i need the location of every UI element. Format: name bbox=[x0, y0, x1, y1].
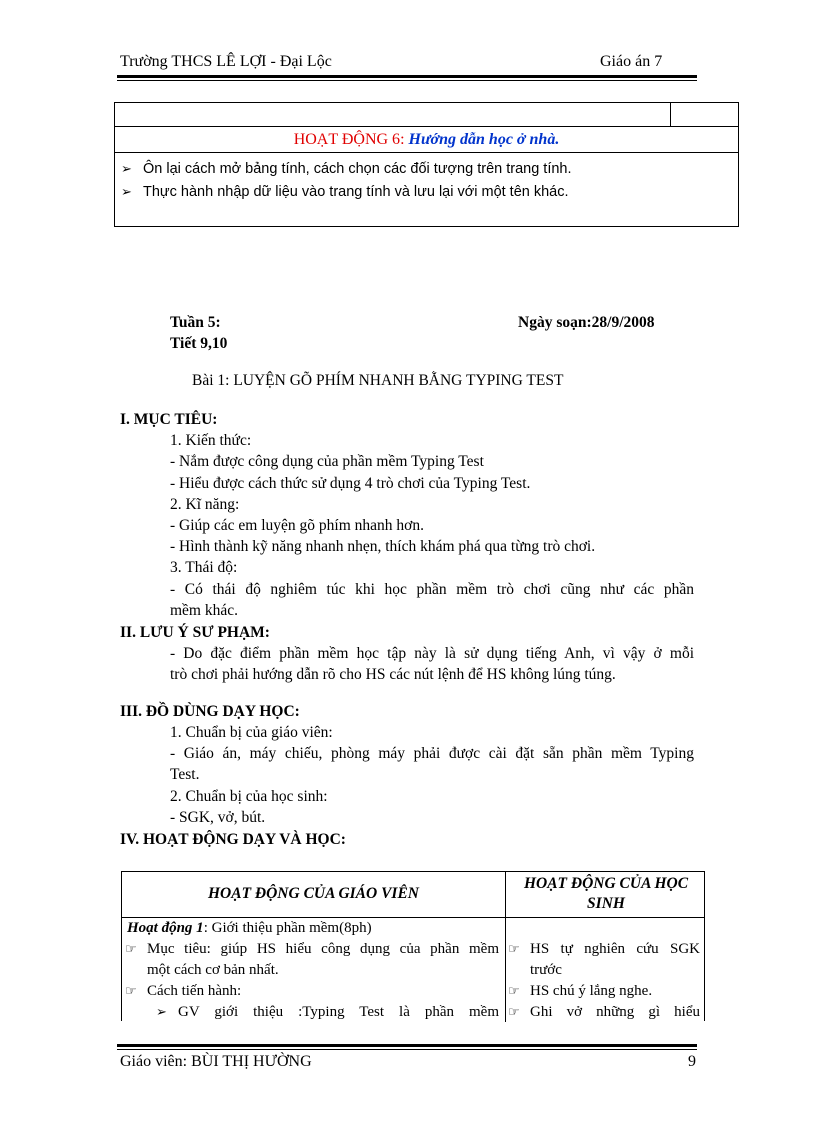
week: Tuần 5: bbox=[170, 314, 221, 331]
text-line: mềm khác. bbox=[170, 602, 239, 619]
text-line: 1. Chuẩn bị của giáo viên: bbox=[170, 724, 333, 741]
text-line: - Do đặc điểm phần mềm học tập này là sử dụng tiếng Anh, vì vậy ở mỗi bbox=[170, 645, 694, 662]
list-item bbox=[508, 983, 652, 1000]
text-line: - Nắm được công dụng của phần mềm Typing Test bbox=[170, 453, 484, 470]
text-line: - Giáo án, máy chiếu, phòng máy phải được cài đặt sẵn phần mềm Typing bbox=[170, 745, 694, 762]
text-line: - Giúp các em luyện gõ phím nhanh hơn. bbox=[170, 517, 424, 534]
footer-rule-thick bbox=[117, 1044, 697, 1047]
section-1-title: I. MỤC TIÊU: bbox=[120, 411, 218, 428]
list-item bbox=[508, 1004, 700, 1021]
footer-rule-thin bbox=[117, 1049, 697, 1050]
list-item bbox=[156, 1004, 499, 1021]
hand-pointer-icon: ☞ bbox=[508, 984, 520, 999]
cell-text: Cách tiến hành: bbox=[147, 983, 242, 999]
activity-1-text: : Giới thiệu phần mềm(8ph) bbox=[203, 920, 372, 936]
activity-table bbox=[121, 871, 705, 1021]
activity-6-label: HOẠT ĐỘNG 6 bbox=[293, 131, 401, 148]
cell-text: Ghi vở những gì hiểu bbox=[530, 1004, 700, 1020]
cell-text: GV giới thiệu :Typing Test là phần mềm bbox=[178, 1004, 499, 1020]
cell-text: HS tự nghiên cứu SGK bbox=[530, 941, 700, 957]
hand-pointer-icon: ☞ bbox=[508, 942, 520, 957]
hand-pointer-icon: ☞ bbox=[125, 942, 137, 957]
cell-text: Mục tiêu: giúp HS hiểu công dụng của phần mềm bbox=[147, 941, 499, 957]
activity-6-heading bbox=[115, 127, 738, 153]
bullet-text: Thực hành nhập dữ liệu vào trang tính và lưu lại với một tên khác. bbox=[143, 184, 569, 200]
text-line: 1. Kiến thức: bbox=[170, 432, 252, 449]
activity-6-title: Hướng dẫn học ở nhà. bbox=[408, 131, 560, 148]
text-line: - SGK, vở, bút. bbox=[170, 809, 266, 826]
homework-table bbox=[114, 102, 739, 227]
column-header-teacher: HOẠT ĐỘNG CỦA GIÁO VIÊN bbox=[207, 885, 419, 902]
arrow-bullet-icon: ➢ bbox=[156, 1005, 167, 1020]
text-line: 3. Thái độ: bbox=[170, 559, 238, 576]
header-grade: Giáo án 7 bbox=[600, 53, 663, 70]
table-row bbox=[115, 103, 738, 127]
text-line: 2. Kĩ năng: bbox=[170, 496, 240, 513]
section-2-title: II. LƯU Ý SƯ PHẠM: bbox=[120, 624, 270, 641]
text-line: 2. Chuẩn bị của học sinh: bbox=[170, 788, 328, 805]
activity-1-label: Hoạt động 1 bbox=[127, 920, 204, 936]
period: Tiết 9,10 bbox=[170, 335, 228, 352]
list-item bbox=[121, 184, 569, 200]
list-item bbox=[121, 161, 572, 177]
list-item bbox=[508, 941, 700, 958]
arrow-bullet-icon: ➢ bbox=[121, 162, 132, 177]
hand-pointer-icon: ☞ bbox=[508, 1005, 520, 1020]
section-4-title: IV. HOẠT ĐỘNG DẠY VÀ HỌC: bbox=[120, 831, 346, 848]
cell-text: HS chú ý lắng nghe. bbox=[530, 983, 653, 999]
activity-1-heading bbox=[127, 920, 372, 937]
list-item bbox=[125, 941, 499, 958]
arrow-bullet-icon: ➢ bbox=[121, 185, 132, 200]
text-line: - Hiểu được cách thức sử dụng 4 trò chơi của Typing Test. bbox=[170, 475, 531, 492]
cell-text: một cách cơ bản nhất. bbox=[147, 962, 279, 978]
lesson-title: Bài 1: LUYỆN GÕ PHÍM NHANH BẰNG TYPING TEST bbox=[192, 372, 564, 389]
header-rule-thick bbox=[117, 75, 697, 78]
column-header-student-1: HOẠT ĐỘNG CỦA HỌC bbox=[523, 875, 689, 892]
header-rule-thin bbox=[117, 80, 697, 81]
text-line: Test. bbox=[170, 766, 200, 783]
date: Ngày soạn:28/9/2008 bbox=[518, 314, 655, 331]
section-3-title: III. ĐỒ DÙNG DẠY HỌC: bbox=[120, 703, 300, 720]
header-school: Trường THCS LÊ LỢI - Đại Lộc bbox=[120, 53, 332, 70]
text-line: - Có thái độ nghiêm túc khi học phần mềm trò chơi cũng như các phần bbox=[170, 581, 694, 598]
page-number: 9 bbox=[688, 1053, 696, 1070]
hand-pointer-icon: ☞ bbox=[125, 984, 137, 999]
bullet-text: Ôn lại cách mở bảng tính, cách chọn các đối tượng trên trang tính. bbox=[143, 161, 572, 177]
activity-6-separator: : bbox=[400, 131, 409, 148]
list-item bbox=[125, 983, 241, 1000]
cell-text: trước bbox=[530, 962, 562, 978]
text-line: - Hình thành kỹ năng nhanh nhẹn, thích khám phá qua từng trò chơi. bbox=[170, 538, 596, 555]
text-line: trò chơi phải hướng dẫn rõ cho HS các nút lệnh để HS không lúng túng. bbox=[170, 666, 616, 683]
column-header-student-2: SINH bbox=[587, 895, 625, 912]
footer-teacher: Giáo viên: BÙI THỊ HƯỜNG bbox=[120, 1053, 312, 1070]
